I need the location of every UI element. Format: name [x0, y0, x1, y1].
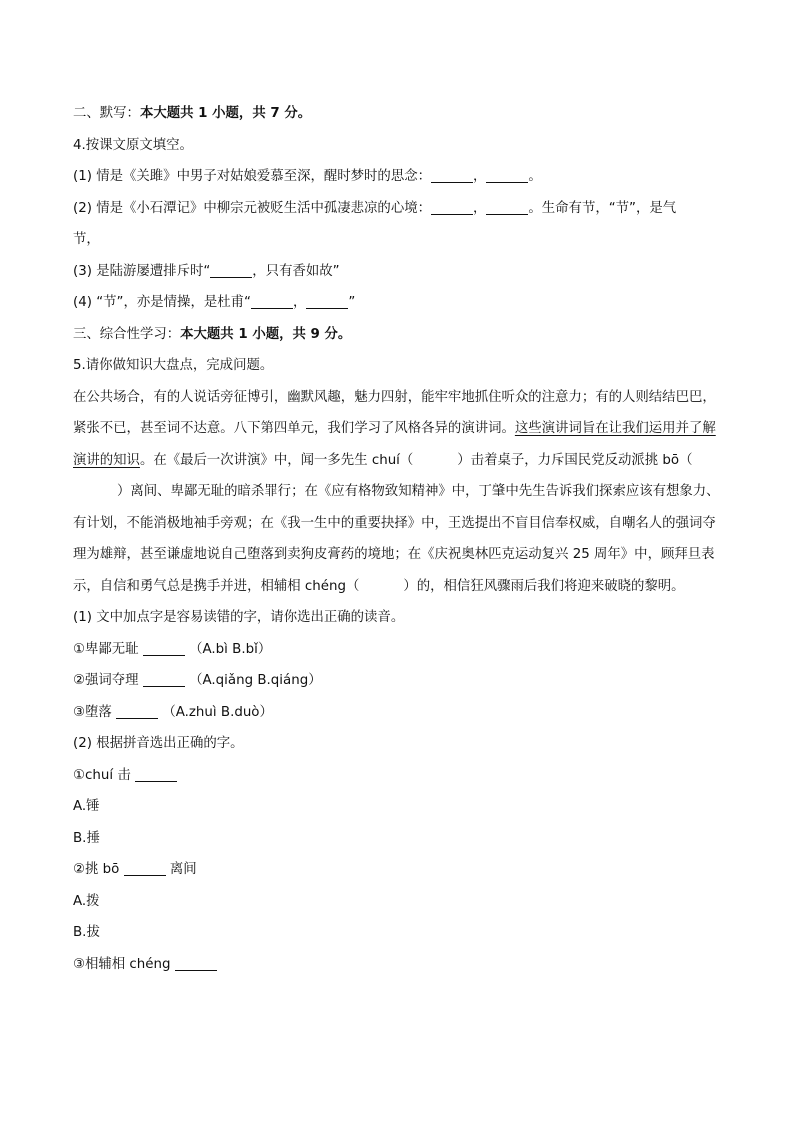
q5-sub2-b — [73, 854, 723, 886]
q4-item-2-text: (2) 情是《小石潭记》中柳宗元被贬生活中孤凄悲凉的心境： — [73, 200, 431, 216]
q4-item-4 — [73, 287, 723, 319]
question-5-title: 5.请你做知识大盘点，完成问题。 — [73, 358, 274, 373]
q4-item-1-text: (1) 情是《关雎》中男子对姑娘爱慕至深，醒时梦时的思念： — [73, 169, 431, 184]
separator: ， — [473, 200, 487, 216]
options: （A.bì B.bǐ） — [189, 641, 272, 657]
q5-sub2-a — [73, 760, 723, 792]
q5-sub1-title: (1) 文中加点字是容易读错的字，请你选出正确的读音。 — [73, 610, 405, 625]
passage-text: 在公共场合，有的人说话旁征博引，幽默风趣，魅力四射，能牢牢地抓住听众的注意力；有的人则结结巴巴，紧张不已，甚至词不达意。八下第四单元，我们学习了风格各异的演讲词。 — [73, 389, 716, 436]
option-b[interactable]: B.捶 — [73, 830, 100, 846]
q5-sub1-a — [73, 634, 723, 666]
q4-item-1 — [73, 161, 723, 193]
answer-blank[interactable] — [486, 169, 528, 183]
option-b[interactable]: B.拔 — [73, 925, 100, 940]
heading-bold: 本大题共 1 小题，共 9 分。 — [180, 326, 352, 342]
answer-blank[interactable] — [175, 956, 217, 970]
line-end: ，只有香如故” — [252, 263, 340, 279]
q4-item-2-cont: 节， — [73, 232, 100, 247]
options: （A.qiǎng B.qiáng） — [189, 673, 322, 688]
separator: ， — [473, 169, 487, 184]
separator: ， — [292, 295, 307, 310]
answer-blank[interactable] — [143, 641, 185, 655]
answer-blank[interactable] — [486, 200, 528, 214]
q5-passage — [73, 382, 723, 603]
answer-blank[interactable] — [143, 673, 185, 687]
q4-item-3 — [73, 256, 723, 288]
answer-blank[interactable] — [251, 295, 293, 309]
answer-blank[interactable] — [431, 169, 473, 183]
q4-item-4-text: (4) “节”，亦是情操，是杜甫“ — [73, 295, 251, 310]
word-suffix: 离间 — [169, 862, 197, 877]
option-a[interactable]: A.锤 — [73, 799, 100, 814]
answer-blank[interactable] — [210, 263, 252, 277]
page-content — [73, 98, 723, 980]
heading-prefix: 二、默写： — [73, 106, 140, 121]
answer-blank[interactable] — [124, 862, 166, 876]
question-4-title: 4.按课文原文填空。 — [73, 137, 193, 153]
word: ②强词夺理 — [73, 673, 139, 688]
option-a[interactable]: A.拨 — [73, 893, 100, 909]
underlined-sentence: 这些演讲词旨在让我们运用并了解演讲的知识 — [73, 421, 716, 468]
section-heading-3 — [73, 319, 723, 351]
word: ①卑鄙无耻 — [73, 641, 139, 657]
answer-blank[interactable] — [135, 767, 177, 781]
q4-item-3-text: (3) 是陆游屡遭排斥时“ — [73, 263, 211, 279]
passage-text: 。在《最后一次讲演》中，闻一多先生 chuí（ — [139, 452, 414, 468]
heading-prefix: 三、综合性学习： — [73, 326, 181, 342]
word: ①chuí 击 — [73, 767, 131, 783]
q5-sub2-title: (2) 根据拼音选出正确的字。 — [73, 736, 244, 751]
q5-sub1-b — [73, 665, 723, 697]
word: ③堕落 — [73, 704, 112, 720]
line-end: 。生命有节，“节”，是气 — [528, 200, 677, 216]
q4-item-2 — [73, 193, 723, 225]
q5-sub1-c — [73, 697, 723, 729]
word: ③相辅相 chéng — [73, 956, 171, 972]
answer-blank[interactable] — [306, 295, 348, 309]
passage-text: ）击着桌子，力斥国民党反动派挑 bō（ — [457, 452, 693, 468]
passage-text: ）的，相信狂风骤雨后我们将迎来破晓的黎明。 — [403, 578, 685, 594]
word: ②挑 bō — [73, 862, 120, 877]
line-end: 。 — [528, 169, 542, 184]
line-end: ” — [348, 295, 356, 310]
section-heading-2 — [73, 98, 723, 130]
q5-sub2-c — [73, 949, 723, 981]
passage-text: ）离间、卑鄙无耻的暗杀罪行；在《应有格物致知精神》中，丁肇中先生告诉我们探索应该有想象力、有计划，不能消极地袖手旁观；在《我一生中的重要抉择》中，王选提出不盲目信奉权威，自嘲名人的强词夺理为雄辩，甚至谦虚地说自己堕落到卖狗皮膏药的境地；在《庆祝奥林匹克运动复兴 25 周年》中，顾拜旦表示，自信和勇气总是携手并进，相辅相 chéng（ — [73, 484, 720, 594]
answer-blank[interactable] — [431, 200, 473, 214]
answer-blank[interactable] — [116, 704, 158, 718]
options: （A.zhuì B.duò） — [162, 704, 273, 720]
heading-bold: 本大题共 1 小题，共 7 分。 — [139, 106, 312, 121]
